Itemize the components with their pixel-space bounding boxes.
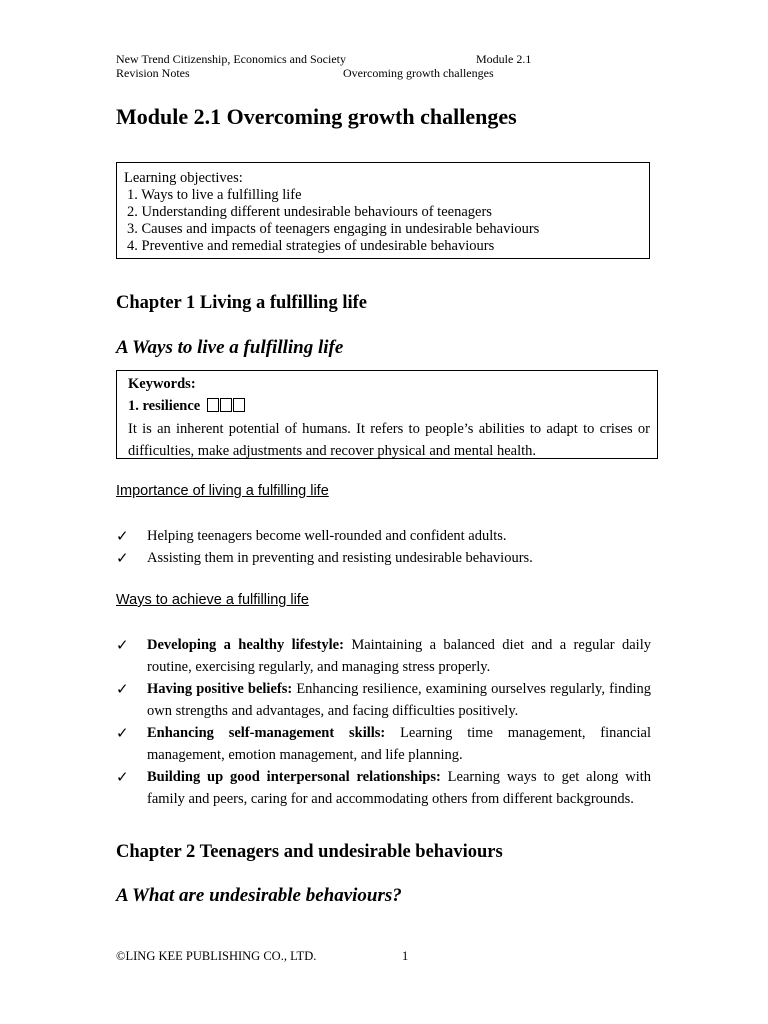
list-item-lead: Developing a healthy lifestyle: bbox=[147, 637, 344, 653]
header-notes: Revision Notes bbox=[116, 66, 190, 80]
ways-title: Ways to achieve a fulfilling life bbox=[116, 592, 309, 608]
ways-list bbox=[116, 634, 651, 810]
importance-title: Importance of living a fulfilling life bbox=[116, 483, 329, 499]
list-item-lead: Having positive beliefs: bbox=[147, 681, 293, 697]
check-mark-icon: ✓ bbox=[116, 768, 129, 786]
check-mark-icon: ✓ bbox=[116, 527, 129, 545]
keywords-box bbox=[116, 370, 658, 459]
objectives-label: Learning objectives: bbox=[124, 170, 243, 186]
list-item-text: Helping teenagers become well-rounded and confident adults. bbox=[147, 528, 507, 544]
list-item bbox=[116, 634, 651, 678]
section-a-heading-chapter-2: A What are undesirable behaviours? bbox=[116, 885, 402, 906]
header-course: New Trend Citizenship, Economics and Society bbox=[116, 52, 346, 66]
chapter-2-heading: Chapter 2 Teenagers and undesirable behaviours bbox=[116, 842, 503, 862]
page-number: 1 bbox=[402, 949, 409, 963]
list-item bbox=[116, 678, 651, 722]
section-a-heading: A Ways to live a fulfilling life bbox=[116, 337, 344, 358]
list-item bbox=[116, 722, 651, 766]
keyword-term-text: 1. resilience bbox=[128, 398, 201, 414]
learning-objectives-box bbox=[116, 162, 650, 259]
objective-item: 2. Understanding different undesirable behaviours of teenagers bbox=[127, 204, 492, 220]
check-mark-icon: ✓ bbox=[116, 680, 129, 698]
footer-publisher: ©LING KEE PUBLISHING CO., LTD. bbox=[116, 949, 317, 963]
list-item-text: Assisting them in preventing and resisting undesirable behaviours. bbox=[147, 550, 533, 566]
list-item bbox=[116, 766, 651, 810]
list-item-lead: Enhancing self-management skills: bbox=[147, 725, 386, 741]
missing-glyph-icon bbox=[207, 396, 246, 418]
list-item bbox=[116, 525, 651, 547]
check-mark-icon: ✓ bbox=[116, 549, 129, 567]
page-title: Module 2.1 Overcoming growth challenges bbox=[116, 104, 517, 129]
chapter-1-heading: Chapter 1 Living a fulfilling life bbox=[116, 293, 367, 313]
list-item-text: Enhancing resilience, examining ourselves regularly, finding own strengths and advantages, and facing difficulties positively. bbox=[147, 681, 652, 719]
check-mark-icon: ✓ bbox=[116, 724, 129, 742]
check-mark-icon: ✓ bbox=[116, 636, 129, 654]
importance-list bbox=[116, 525, 651, 569]
keywords-label: Keywords: bbox=[128, 376, 196, 392]
list-item-lead: Building up good interpersonal relationships: bbox=[147, 769, 441, 785]
objective-item: 3. Causes and impacts of teenagers engaging in undesirable behaviours bbox=[127, 221, 540, 237]
keyword-definition: It is an inherent potential of humans. It refers to people’s abilities to adapt to crises or difficulties, make adjustments and recover physical and mental health. bbox=[128, 420, 650, 459]
list-item bbox=[116, 547, 651, 569]
list-item-text: Learning time management, financial management, emotion management, and life planning. bbox=[147, 725, 651, 763]
list-item-text: Learning ways to get along with family and peers, caring for and accommodating others from different backgrounds. bbox=[147, 769, 651, 807]
keyword-term bbox=[128, 395, 650, 418]
objective-item: 4. Preventive and remedial strategies of undesirable behaviours bbox=[127, 238, 495, 254]
list-item-text: Maintaining a balanced diet and a regular daily routine, exercising regularly, and managing stress properly. bbox=[147, 637, 651, 675]
objective-item: 1. Ways to live a fulfilling life bbox=[127, 187, 302, 203]
header-module: Module 2.1 bbox=[476, 52, 532, 66]
header-topic: Overcoming growth challenges bbox=[343, 66, 494, 80]
